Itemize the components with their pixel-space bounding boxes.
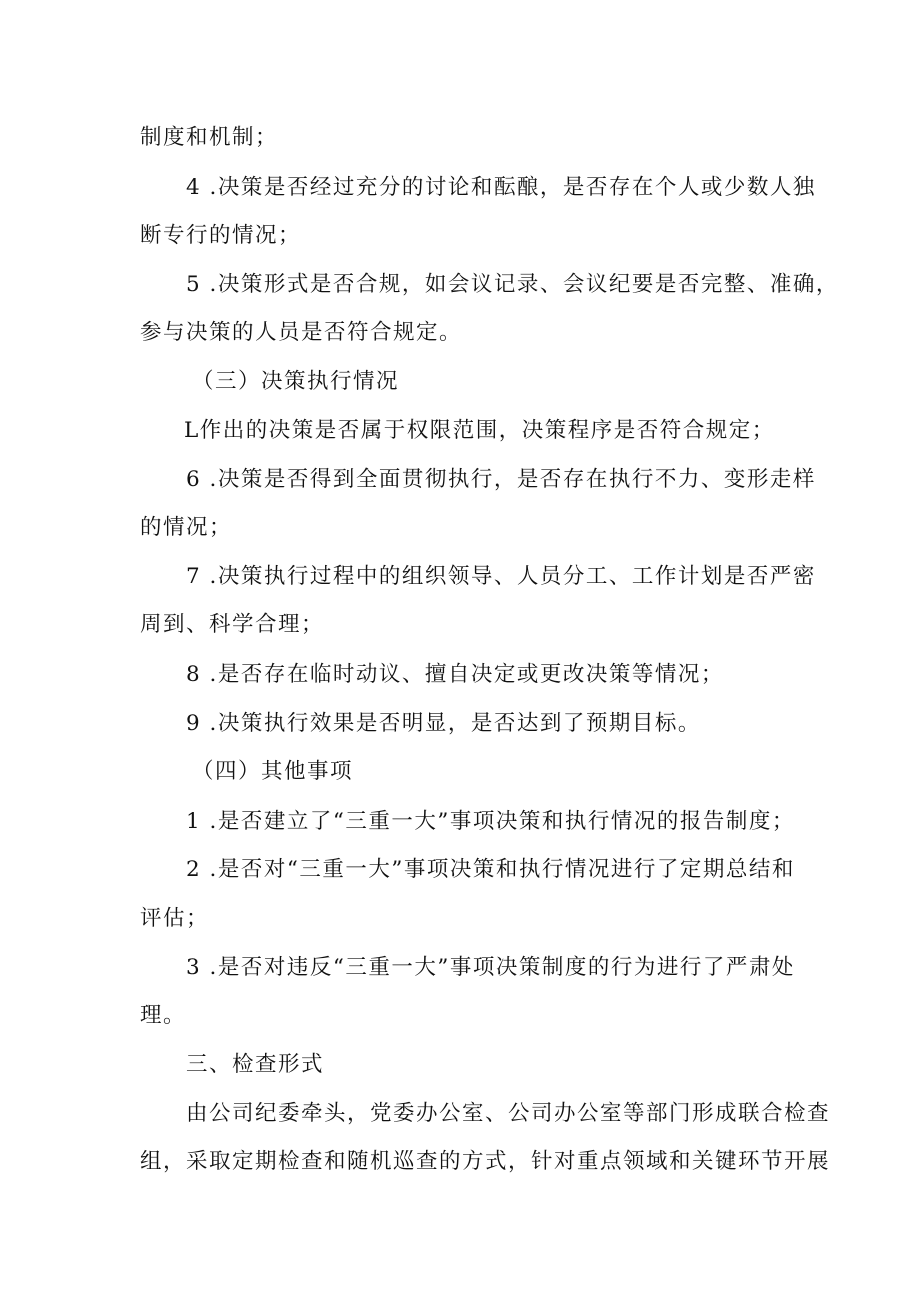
text-line: 周到、科学合理； [140,612,325,637]
section-heading: 三、检查形式 [186,1052,325,1077]
text-line: 1 .是否建立了“三重一大”事项决策和执行情况的报告制度； [186,809,795,834]
text-line: 4 .决策是否经过充分的讨论和酝酿，是否存在个人或少数人独 [186,175,816,200]
text-line: 评估； [140,906,210,931]
section-heading: （三）决策执行情况 [192,369,400,394]
text-line: 断专行的情况； [140,223,302,248]
text-line: 7 .决策执行过程中的组织领导、人员分工、工作计划是否严密 [186,564,816,589]
text-line: 参与决策的人员是否符合规定。 [140,320,463,345]
text-line: 6 .决策是否得到全面贯彻执行，是否存在执行不力、变形走样 [186,467,816,492]
text-line: 制度和机制； [140,125,279,150]
text-line: 理。 [140,1003,187,1028]
text-line: 3 .是否对违反“三重一大”事项决策制度的行为进行了严肃处 [186,955,795,980]
text-line: 的情况； [140,515,233,540]
section-heading: （四）其他事项 [192,759,354,784]
text-line: 2 .是否对“三重一大”事项决策和执行情况进行了定期总结和 [186,857,795,882]
text-line: 9 .决策执行效果是否明显，是否达到了预期目标。 [186,711,701,736]
text-line: 8 .是否存在临时动议、擅自决定或更改决策等情况； [186,662,724,687]
text-line: 由公司纪委牵头，党委办公室、公司办公室等部门形成联合检查 [186,1101,831,1126]
text-line: 组，采取定期检查和随机巡查的方式，针对重点领域和关键环节开展 [140,1149,831,1174]
text-line: L作出的决策是否属于权限范围，决策程序是否符合规定； [184,418,775,443]
text-line: 5 .决策形式是否合规，如会议记录、会议纪要是否完整、准确， [186,272,839,297]
